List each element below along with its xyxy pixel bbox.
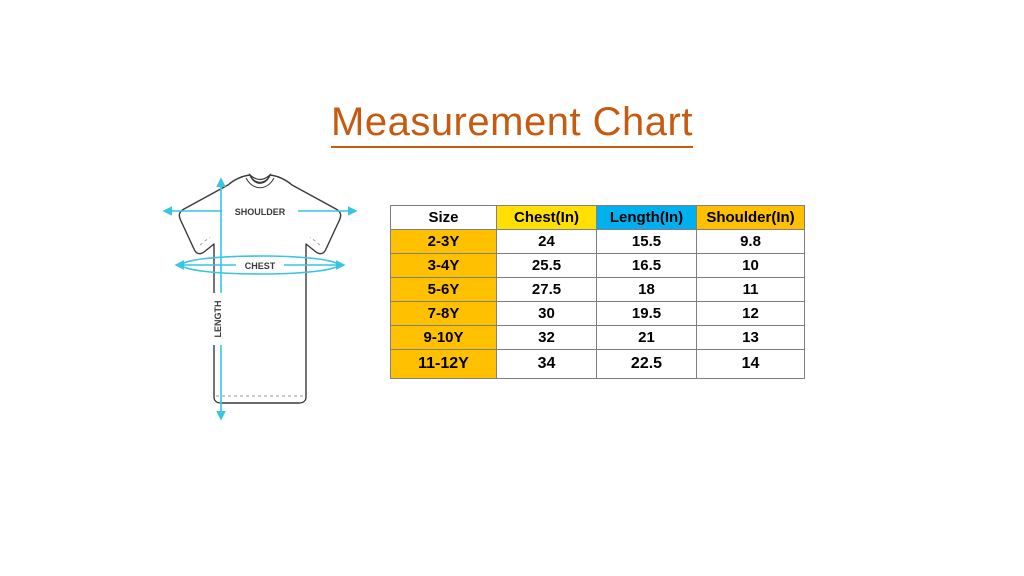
cell-chest: 24 [497, 230, 597, 254]
table-row [391, 254, 805, 278]
page-title [0, 100, 1024, 145]
cell-length: 22.5 [597, 350, 697, 379]
measurement-table-container [390, 205, 804, 379]
cell-length: 21 [597, 326, 697, 350]
cell-size: 2-3Y [391, 230, 497, 254]
table-row [391, 302, 805, 326]
cell-shoulder: 14 [697, 350, 805, 379]
cell-size: 3-4Y [391, 254, 497, 278]
cell-shoulder: 11 [697, 278, 805, 302]
cell-shoulder: 13 [697, 326, 805, 350]
cell-shoulder: 9.8 [697, 230, 805, 254]
cell-size: 5-6Y [391, 278, 497, 302]
table-row [391, 230, 805, 254]
cell-length: 16.5 [597, 254, 697, 278]
cell-shoulder: 10 [697, 254, 805, 278]
cell-length: 19.5 [597, 302, 697, 326]
table-row [391, 278, 805, 302]
chest-label: CHEST [244, 261, 276, 271]
cell-length: 15.5 [597, 230, 697, 254]
shoulder-label: SHOULDER [234, 207, 286, 217]
measurement-table [390, 205, 805, 379]
length-label: LENGTH [213, 300, 223, 338]
cell-chest: 30 [497, 302, 597, 326]
column-header-length: Length(In) [597, 206, 697, 230]
page-title-text: Measurement Chart [331, 100, 693, 148]
table-row [391, 350, 805, 379]
cell-chest: 32 [497, 326, 597, 350]
cell-chest: 25.5 [497, 254, 597, 278]
cell-shoulder: 12 [697, 302, 805, 326]
column-header-shoulder: Shoulder(In) [697, 206, 805, 230]
cell-chest: 34 [497, 350, 597, 379]
tshirt-illustration [150, 165, 370, 425]
cell-chest: 27.5 [497, 278, 597, 302]
cell-size: 9-10Y [391, 326, 497, 350]
column-header-size: Size [391, 206, 497, 230]
cell-length: 18 [597, 278, 697, 302]
table-header-row [391, 206, 805, 230]
cell-size: 7-8Y [391, 302, 497, 326]
table-row [391, 326, 805, 350]
cell-size: 11-12Y [391, 350, 497, 379]
column-header-chest: Chest(In) [497, 206, 597, 230]
